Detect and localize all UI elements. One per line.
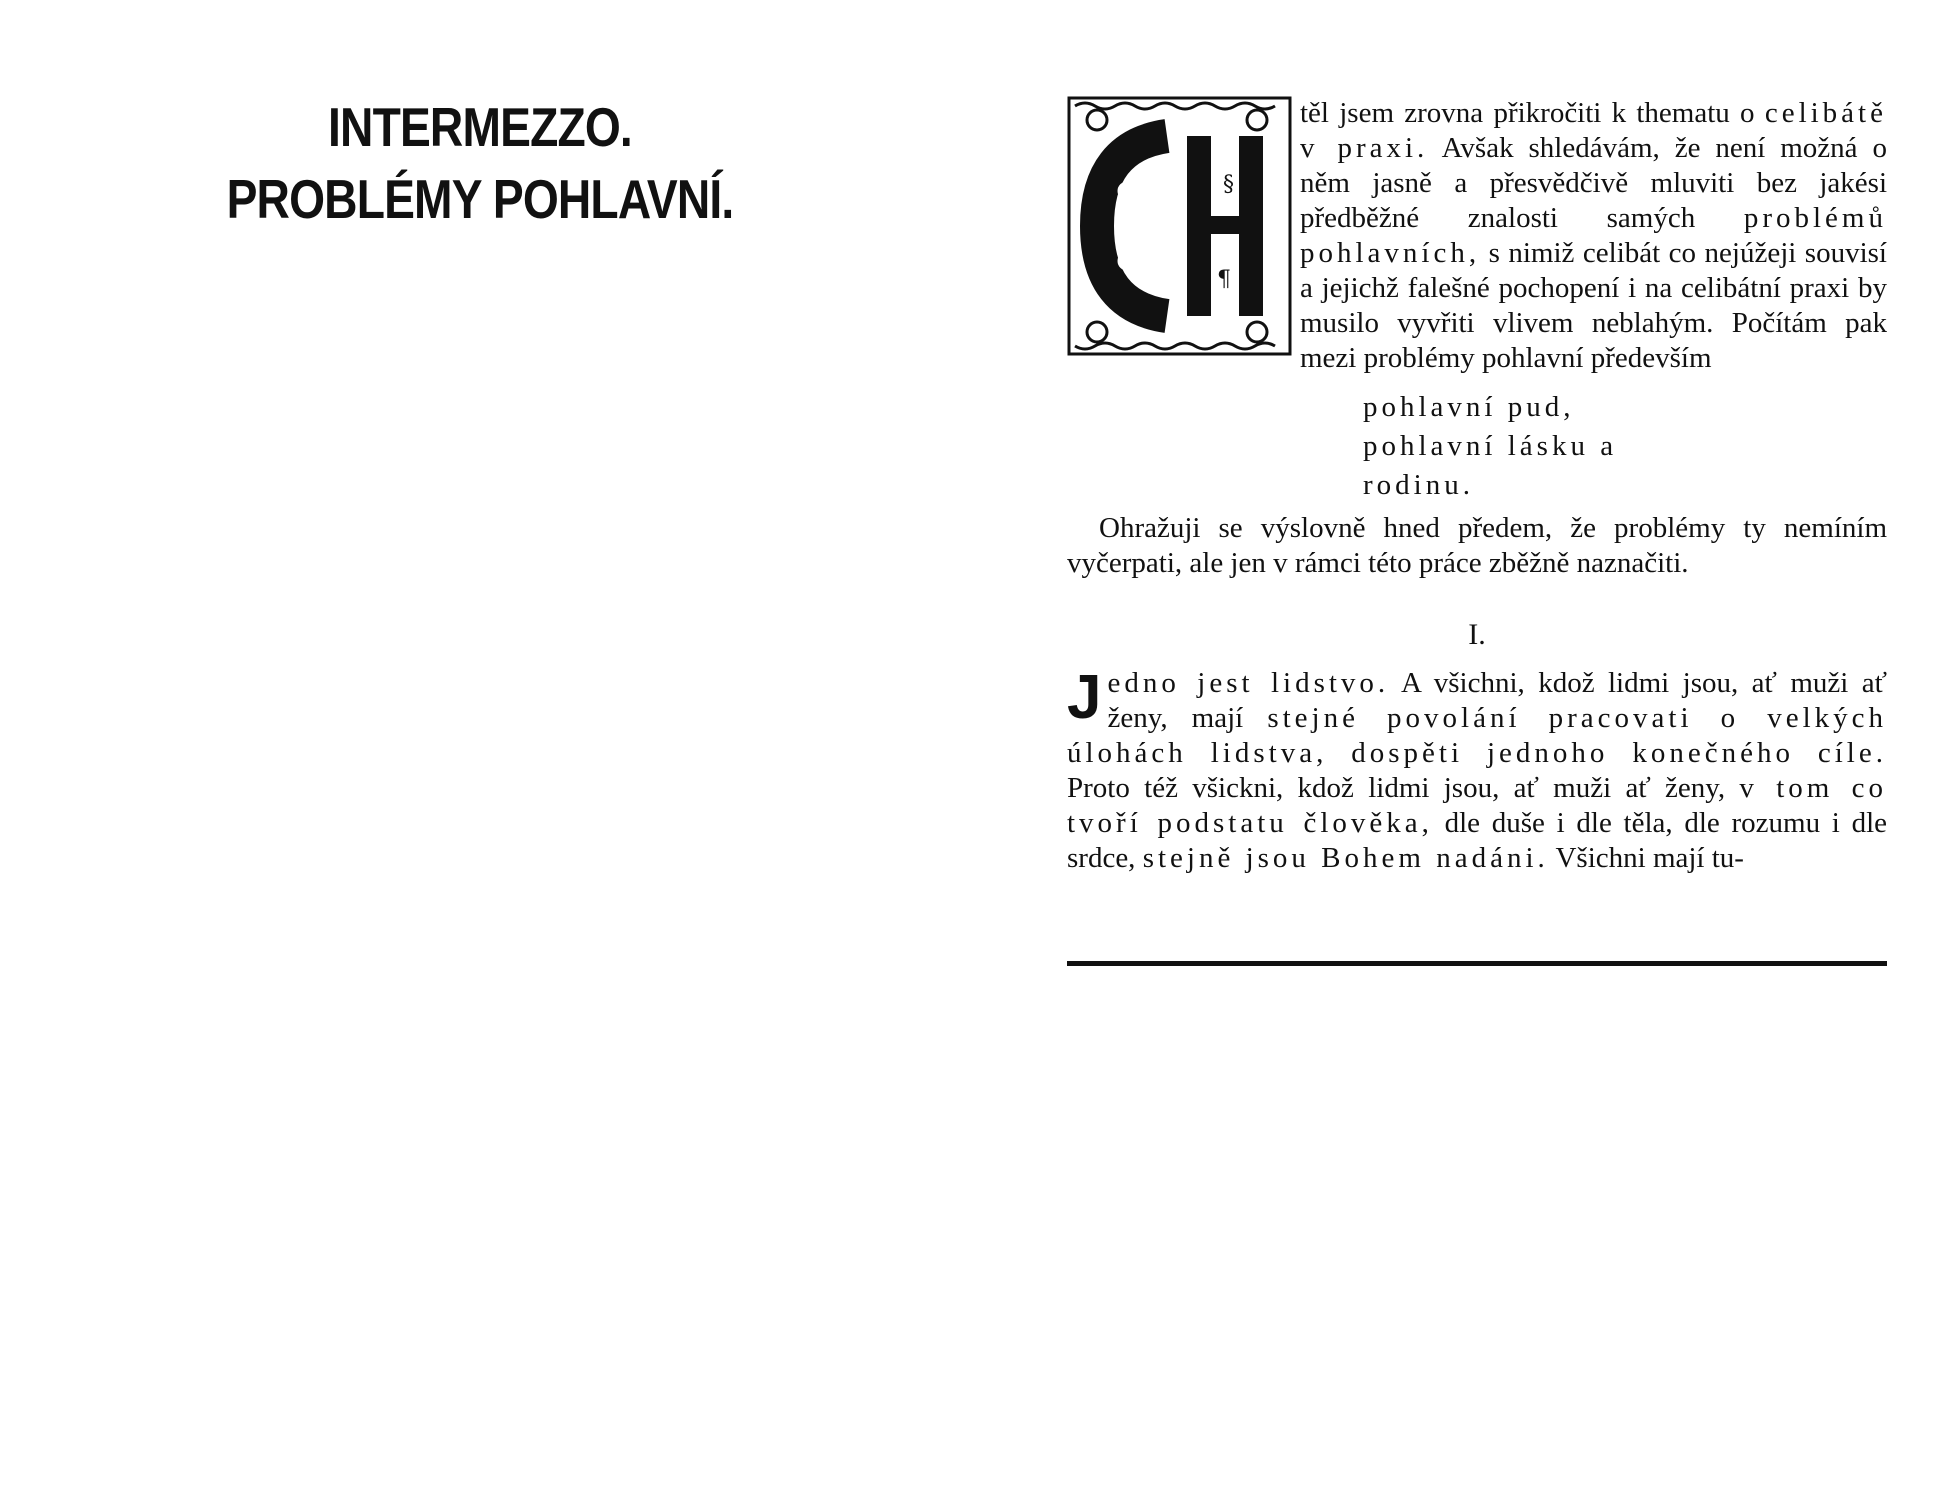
ornamental-dropcap-image bbox=[1067, 96, 1292, 356]
page-bottom-rule bbox=[1067, 961, 1887, 966]
s1-emphasis-3: v tom co tvoří podstatu člověka, bbox=[1067, 772, 1887, 839]
s1-emphasis-1: edno jest lidstvo. bbox=[1107, 667, 1390, 699]
list-item: pohlavní lásku a bbox=[1363, 430, 1618, 462]
svg-text:§: § bbox=[1223, 172, 1234, 197]
chapter-title-problemy: PROBLÉMY POHLAVNÍ. bbox=[226, 167, 734, 230]
s1-emphasis-4: stejně jsou Bohem nadáni. bbox=[1142, 842, 1549, 874]
intro-text-1: těl jsem zrovna přikročiti k thematu o bbox=[1300, 97, 1765, 129]
chapter-title-intermezzo: INTERMEZZO. bbox=[328, 96, 632, 158]
chapter-heading bbox=[220, 92, 741, 235]
intro-emphasis-problemy: problémů pohlavních, bbox=[1300, 202, 1887, 269]
paragraph-disclaimer: Ohražuji se výslovně hned předem, že problémy ty nemíním vyčerpati, ale jen v rámci této práce zběžně naznačiti. bbox=[1067, 512, 1887, 579]
svg-text:¶: ¶ bbox=[1217, 267, 1231, 292]
right-page bbox=[979, 0, 1958, 1500]
problems-list bbox=[1067, 388, 1887, 505]
ornamental-dropcap bbox=[1067, 96, 1292, 356]
intro-text-2: Avšak shledávám, že není možná o něm jasně a přesvědčivě mluviti bez jakési předběžné znalosti samých bbox=[1300, 132, 1887, 234]
s1-text-2: Proto též všickni, kdož lidmi jsou, ať muži ať ženy, bbox=[1067, 772, 1740, 804]
text-column bbox=[1067, 96, 1887, 876]
s1-text-1: A všichni, kdož lidmi jsou, ať muži ať ženy, mají bbox=[1107, 667, 1888, 734]
s1-text-4: Všichni mají tu- bbox=[1548, 842, 1744, 874]
section-dropcap: J bbox=[1067, 663, 1102, 732]
s1-emphasis-2: stejné povolání pracovati o velkých úlohách lidstva, dospěti jednoho konečného cíle. bbox=[1067, 702, 1887, 769]
intro-text-3: s nimiž celibát co nejúžeji souvisí a jejichž falešné pochopení i na celibátní praxi by musilo vyvřiti vlivem neblahým. Počítám pak mezi problémy pohlavní především bbox=[1300, 237, 1887, 374]
list-item: pohlavní pud, bbox=[1363, 391, 1575, 423]
section-number: I. bbox=[1468, 618, 1486, 651]
s1-text-3: dle duše i dle těla, dle rozumu i dle srdce, bbox=[1067, 807, 1888, 874]
section-1-paragraph bbox=[1067, 663, 1888, 876]
intro-emphasis-celibat: celibátě v praxi. bbox=[1300, 97, 1887, 164]
list-item: rodinu. bbox=[1363, 469, 1474, 501]
